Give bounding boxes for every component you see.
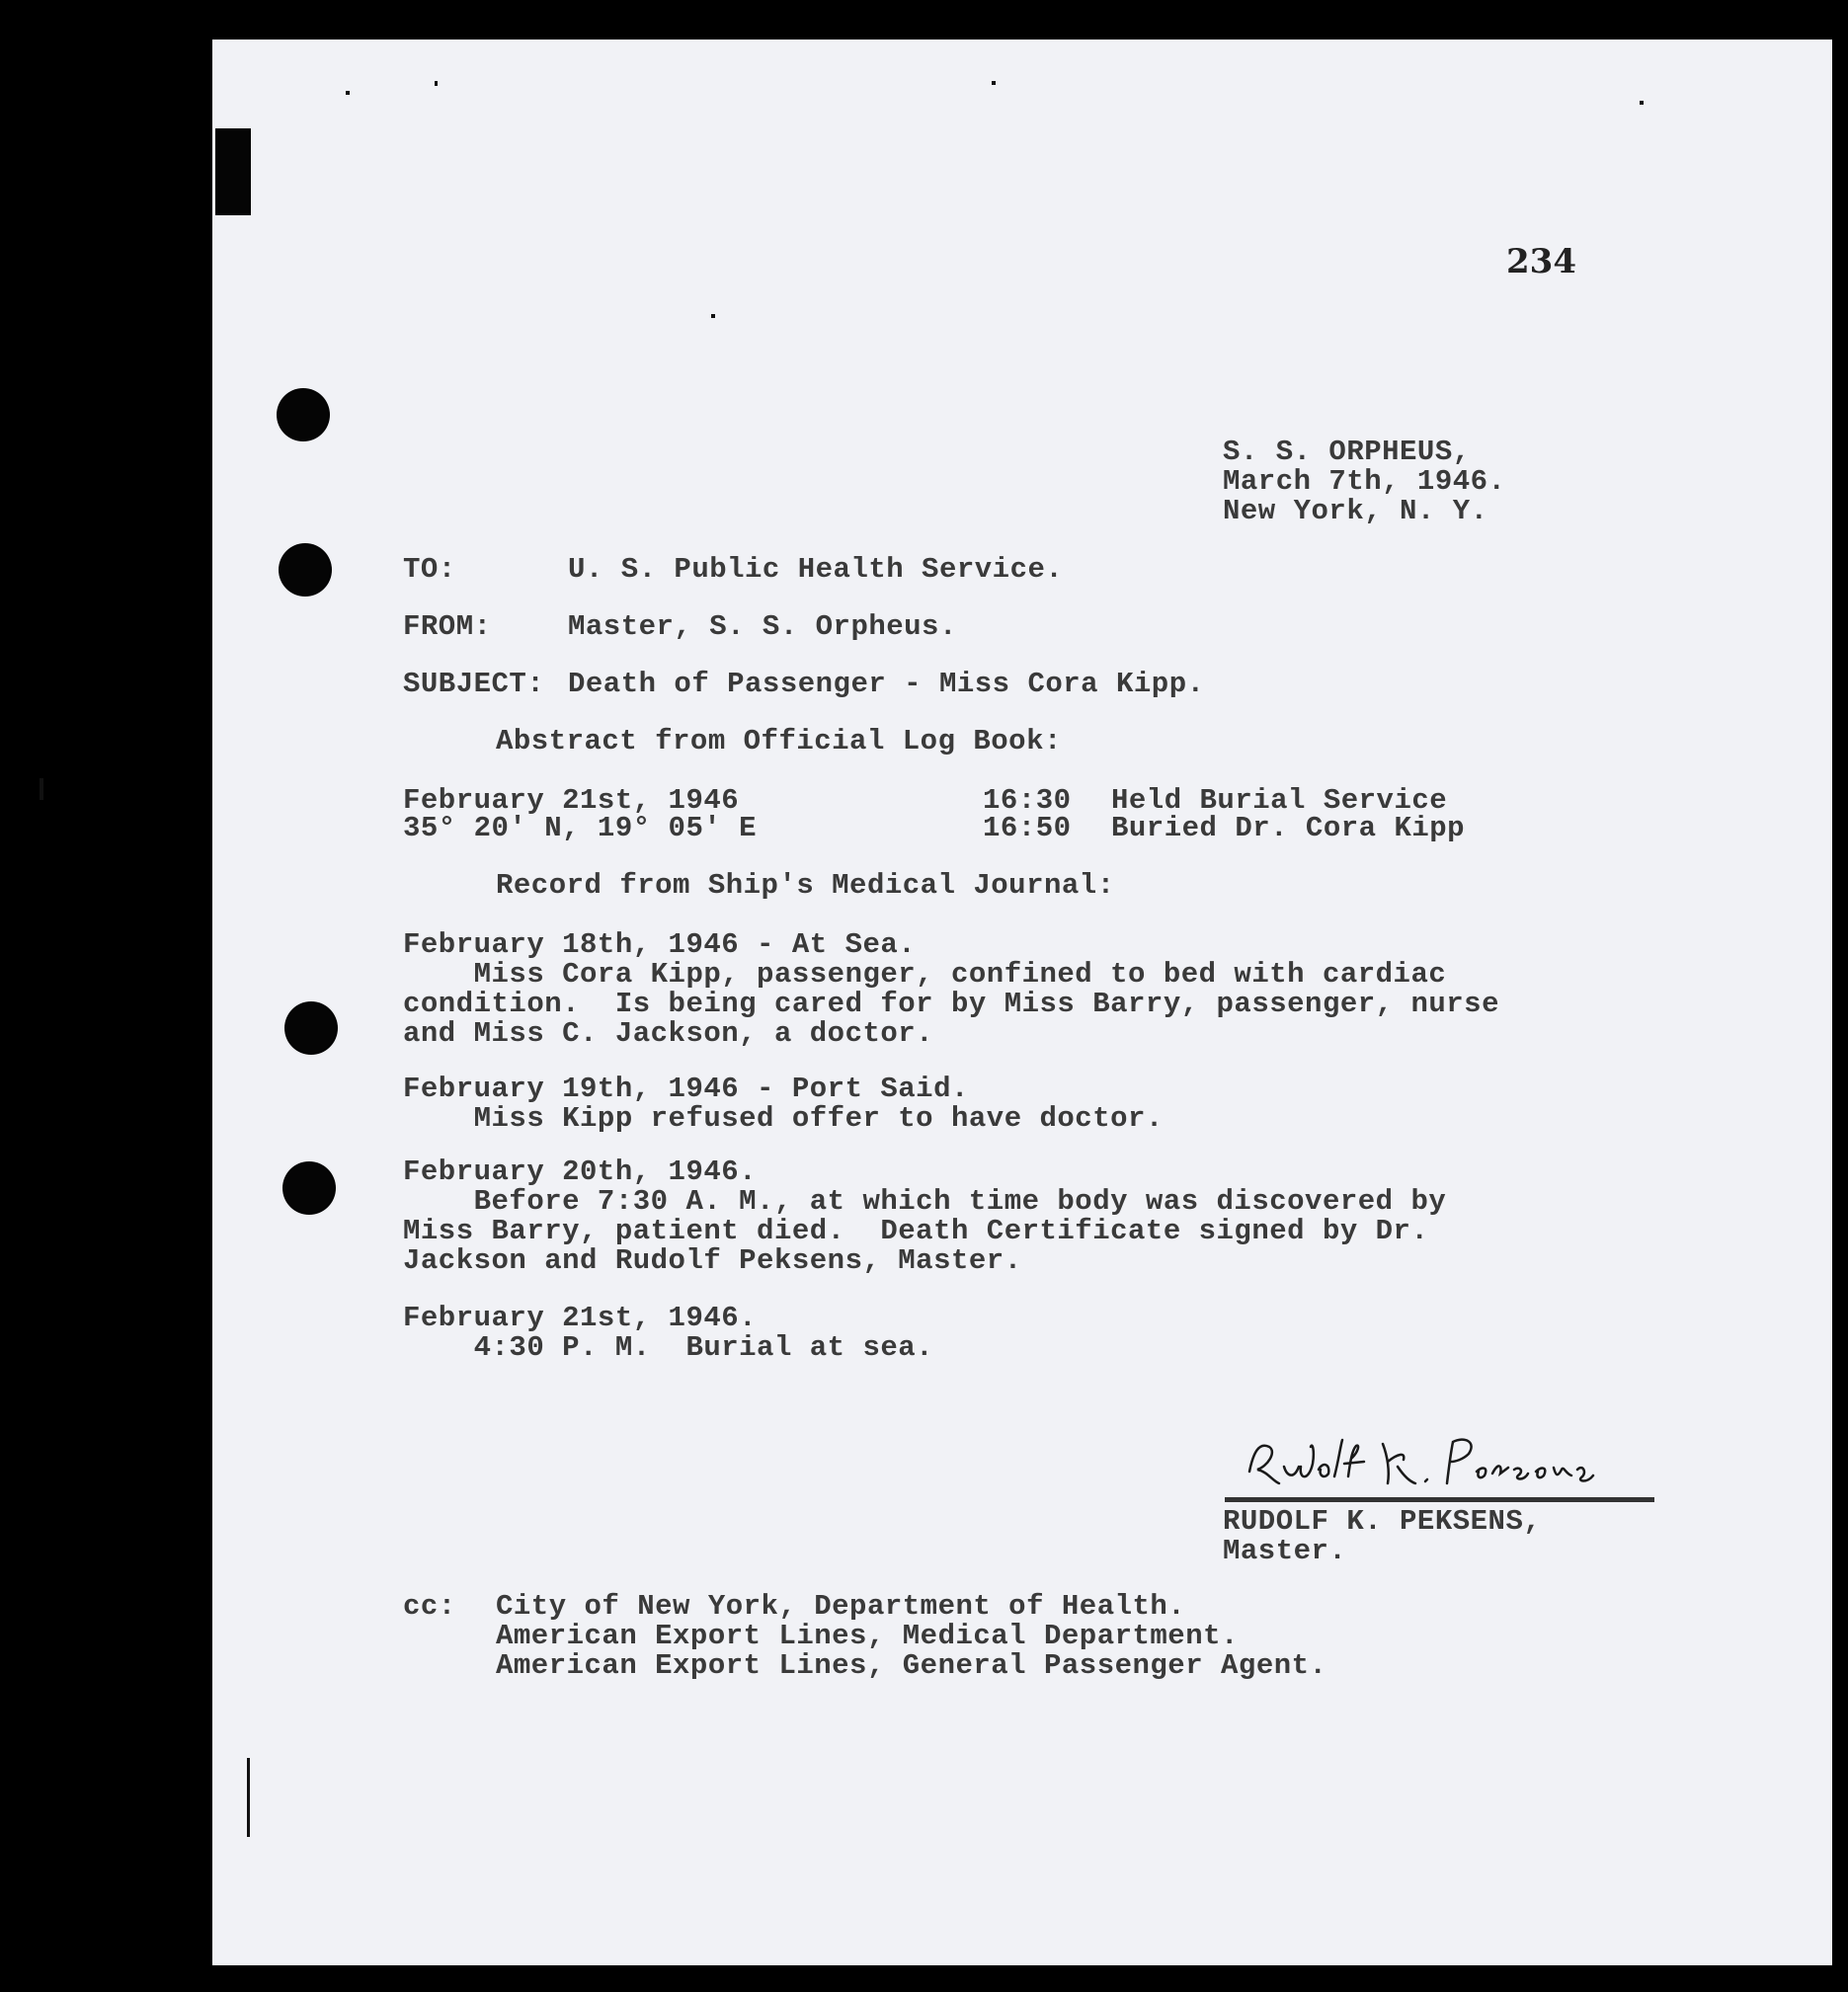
subject-label: SUBJECT: <box>403 668 545 700</box>
punch-hole <box>277 388 330 441</box>
page-number: 234 <box>1506 242 1576 281</box>
journal-date: February 19th, 1946 - Port Said. <box>403 1073 969 1105</box>
journal-line: Miss Barry, patient died. Death Certificate signed by Dr. <box>403 1215 1429 1247</box>
speck <box>346 91 350 95</box>
journal-line: Jackson and Rudolf Peksens, Master. <box>403 1244 1022 1277</box>
signer-name: RUDOLF K. PEKSENS, <box>1223 1505 1542 1538</box>
journal-line: Miss Kipp refused offer to have doctor. <box>403 1102 1164 1135</box>
letter-date: March 7th, 1946. <box>1223 465 1506 498</box>
cc-label: cc: <box>403 1590 456 1623</box>
log-row-left: February 21st, 1946 <box>403 784 740 817</box>
journal-date: February 21st, 1946. <box>403 1302 758 1334</box>
log-row-time: 16:30 <box>983 784 1072 817</box>
speck <box>247 1758 250 1837</box>
log-row-left: 35° 20' N, 19° 05' E <box>403 812 758 844</box>
cc-item: American Export Lines, Medical Department. <box>496 1620 1239 1652</box>
speck <box>435 81 438 86</box>
letter-place: New York, N. Y. <box>1223 495 1488 527</box>
signer-title: Master. <box>1223 1535 1347 1567</box>
from-label: FROM: <box>403 610 492 643</box>
subject-value: Death of Passenger - Miss Cora Kipp. <box>568 668 1205 700</box>
journal-line: Miss Cora Kipp, passenger, confined to bed with cardiac <box>403 958 1447 991</box>
from-value: Master, S. S. Orpheus. <box>568 610 957 643</box>
journal-date: February 20th, 1946. <box>403 1155 758 1188</box>
punch-hole <box>279 543 332 597</box>
log-row-entry: Held Burial Service <box>1111 784 1448 817</box>
journal-line: condition. Is being cared for by Miss Barry, passenger, nurse <box>403 988 1499 1020</box>
binder-tab <box>215 128 251 215</box>
log-row-entry: Buried Dr. Cora Kipp <box>1111 812 1466 844</box>
journal-heading: Record from Ship's Medical Journal: <box>496 869 1115 902</box>
punch-hole <box>284 1001 338 1055</box>
log-row-time: 16:50 <box>983 812 1072 844</box>
to-label: TO: <box>403 553 456 586</box>
to-value: U. S. Public Health Service. <box>568 553 1064 586</box>
cc-item: American Export Lines, General Passenger Agent. <box>496 1649 1327 1682</box>
punch-hole <box>282 1161 336 1215</box>
journal-line: 4:30 P. M. Burial at sea. <box>403 1331 934 1364</box>
speck <box>40 778 43 800</box>
journal-date: February 18th, 1946 - At Sea. <box>403 928 917 961</box>
log-heading: Abstract from Official Log Book: <box>496 725 1062 757</box>
ship-name: S. S. ORPHEUS, <box>1223 436 1471 468</box>
cc-item: City of New York, Department of Health. <box>496 1590 1186 1623</box>
speck <box>992 81 996 85</box>
speck <box>711 314 715 318</box>
signature <box>1240 1422 1615 1501</box>
journal-line: Before 7:30 A. M., at which time body was discovered by <box>403 1185 1447 1218</box>
speck <box>1640 101 1644 105</box>
signature-line <box>1225 1497 1654 1502</box>
journal-line: and Miss C. Jackson, a doctor. <box>403 1017 934 1050</box>
